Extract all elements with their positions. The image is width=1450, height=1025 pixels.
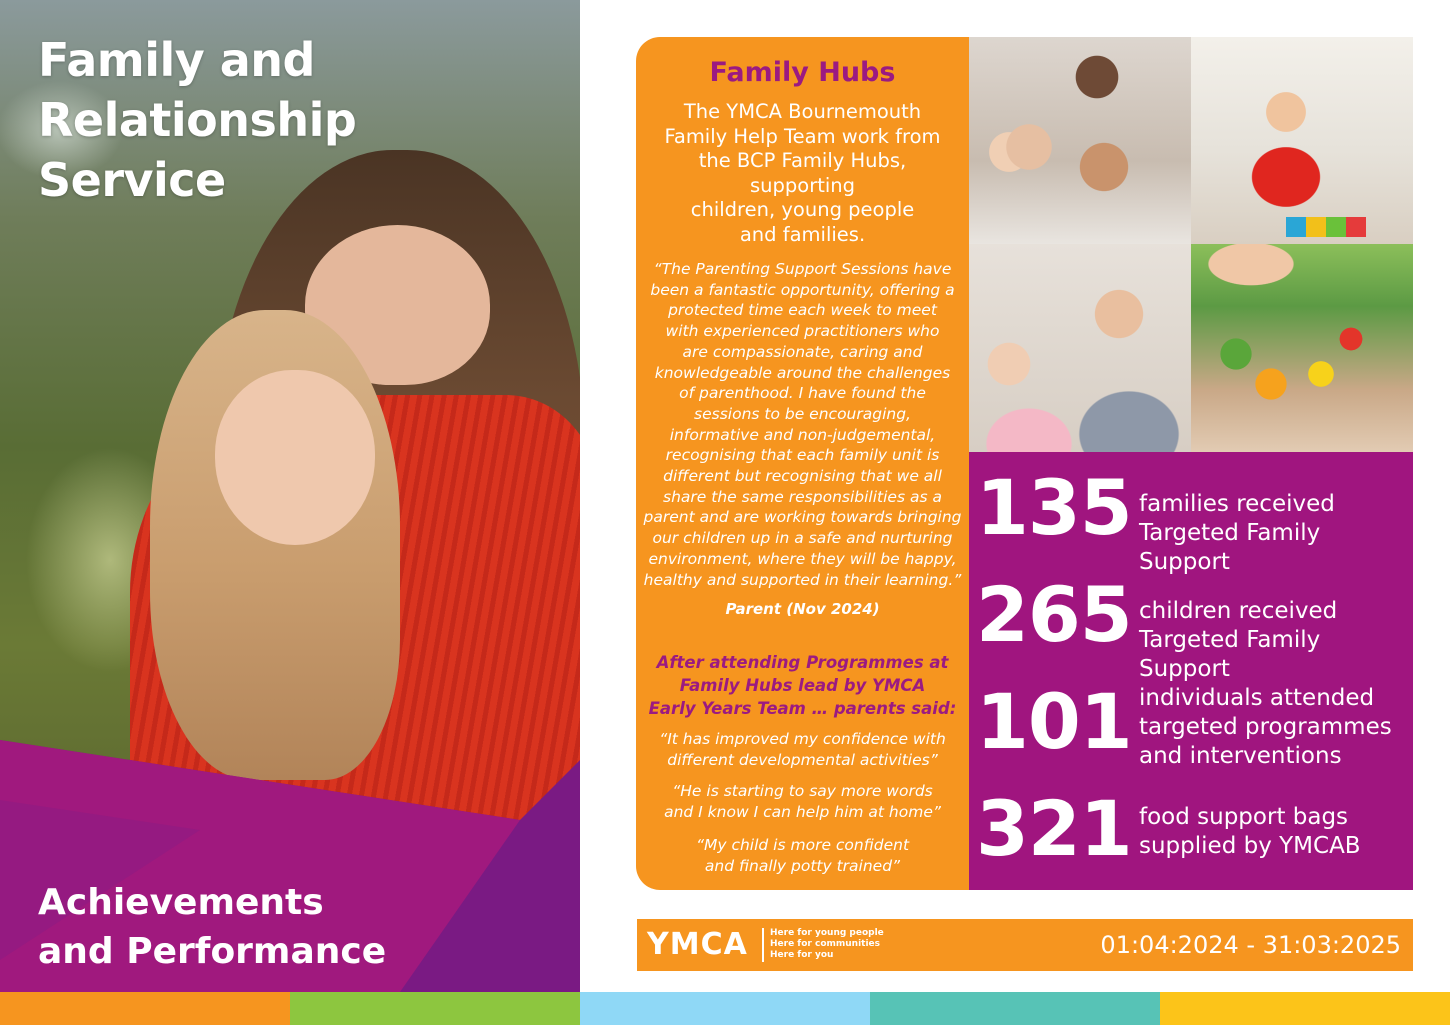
stat-label: individuals attended targeted programmes and interventions — [1139, 685, 1392, 769]
color-stripe-teal — [870, 992, 1160, 1025]
footer-bar — [637, 919, 1413, 971]
parent-quote: “It has improved my confidence with different developmental activities” — [659, 730, 946, 769]
stat-number: 265 — [976, 570, 1132, 659]
parenting-quote: “The Parenting Support Sessions have been a fantastic opportunity, offering a protected time each week to meet with experienced practitioners who are compassionate, caring and knowledgeable around the challenges of parenthood. I have found the sessions to be encouraging, informative and non-judgemental, recognising that each family unit is different but recognising that we all share the same responsibilities as a parent and are working towards bringing our children up in a safe and nurturing environment, where they will be happy, healthy and supported in their learning.” — [643, 260, 962, 589]
photo-food-bag — [1191, 244, 1413, 452]
family-hubs-heading: Family Hubs — [709, 57, 896, 88]
stat-label: families received Targeted Family Support — [1139, 491, 1335, 575]
quote-attribution: Parent (Nov 2024) — [725, 600, 880, 618]
photo-family-group — [969, 37, 1191, 244]
ymca-logo: YMCA — [647, 927, 748, 962]
stat-item — [969, 672, 1413, 772]
programmes-heading: After attending Programmes at Family Hubs lead by YMCA Early Years Team … parents said: — [648, 653, 957, 718]
family-hubs-intro: The YMCA Bournemouth Family Help Team work from the BCP Family Hubs, supporting children, young people and families. — [664, 100, 941, 246]
date-range: 01:04:2024 - 31:03:2025 — [1100, 931, 1401, 959]
stats-panel — [969, 452, 1413, 890]
stat-label: children received Targeted Family Support — [1139, 598, 1338, 682]
color-stripe-light-blue — [580, 992, 870, 1025]
stat-item — [969, 779, 1413, 879]
cover-panel — [0, 0, 580, 992]
cover-photo-child-face — [215, 370, 375, 545]
stat-label: food support bags supplied by YMCAB — [1139, 804, 1361, 859]
color-stripe-orange — [0, 992, 290, 1025]
cover-title: Family and Relationship Service — [38, 33, 357, 207]
stat-number: 101 — [976, 677, 1132, 766]
cover-subtitle: Achievements and Performance — [38, 882, 387, 972]
stat-number: 135 — [976, 463, 1132, 552]
parent-quote: “He is starting to say more words and I know I can help him at home” — [664, 782, 941, 821]
family-hubs-panel — [636, 37, 969, 890]
color-stripe-yellow — [1160, 992, 1450, 1025]
logo-divider — [762, 928, 764, 962]
ymca-tagline: Here for young people Here for communities Here for you — [770, 928, 884, 960]
photo-mother-child-high-five — [969, 244, 1191, 452]
stat-item — [969, 565, 1413, 682]
photo-child-playing — [1191, 37, 1413, 244]
stat-item — [969, 458, 1413, 575]
stat-number: 321 — [976, 784, 1132, 873]
parent-quote: “My child is more confident and finally potty trained” — [695, 836, 910, 875]
color-stripe-green — [290, 992, 580, 1025]
